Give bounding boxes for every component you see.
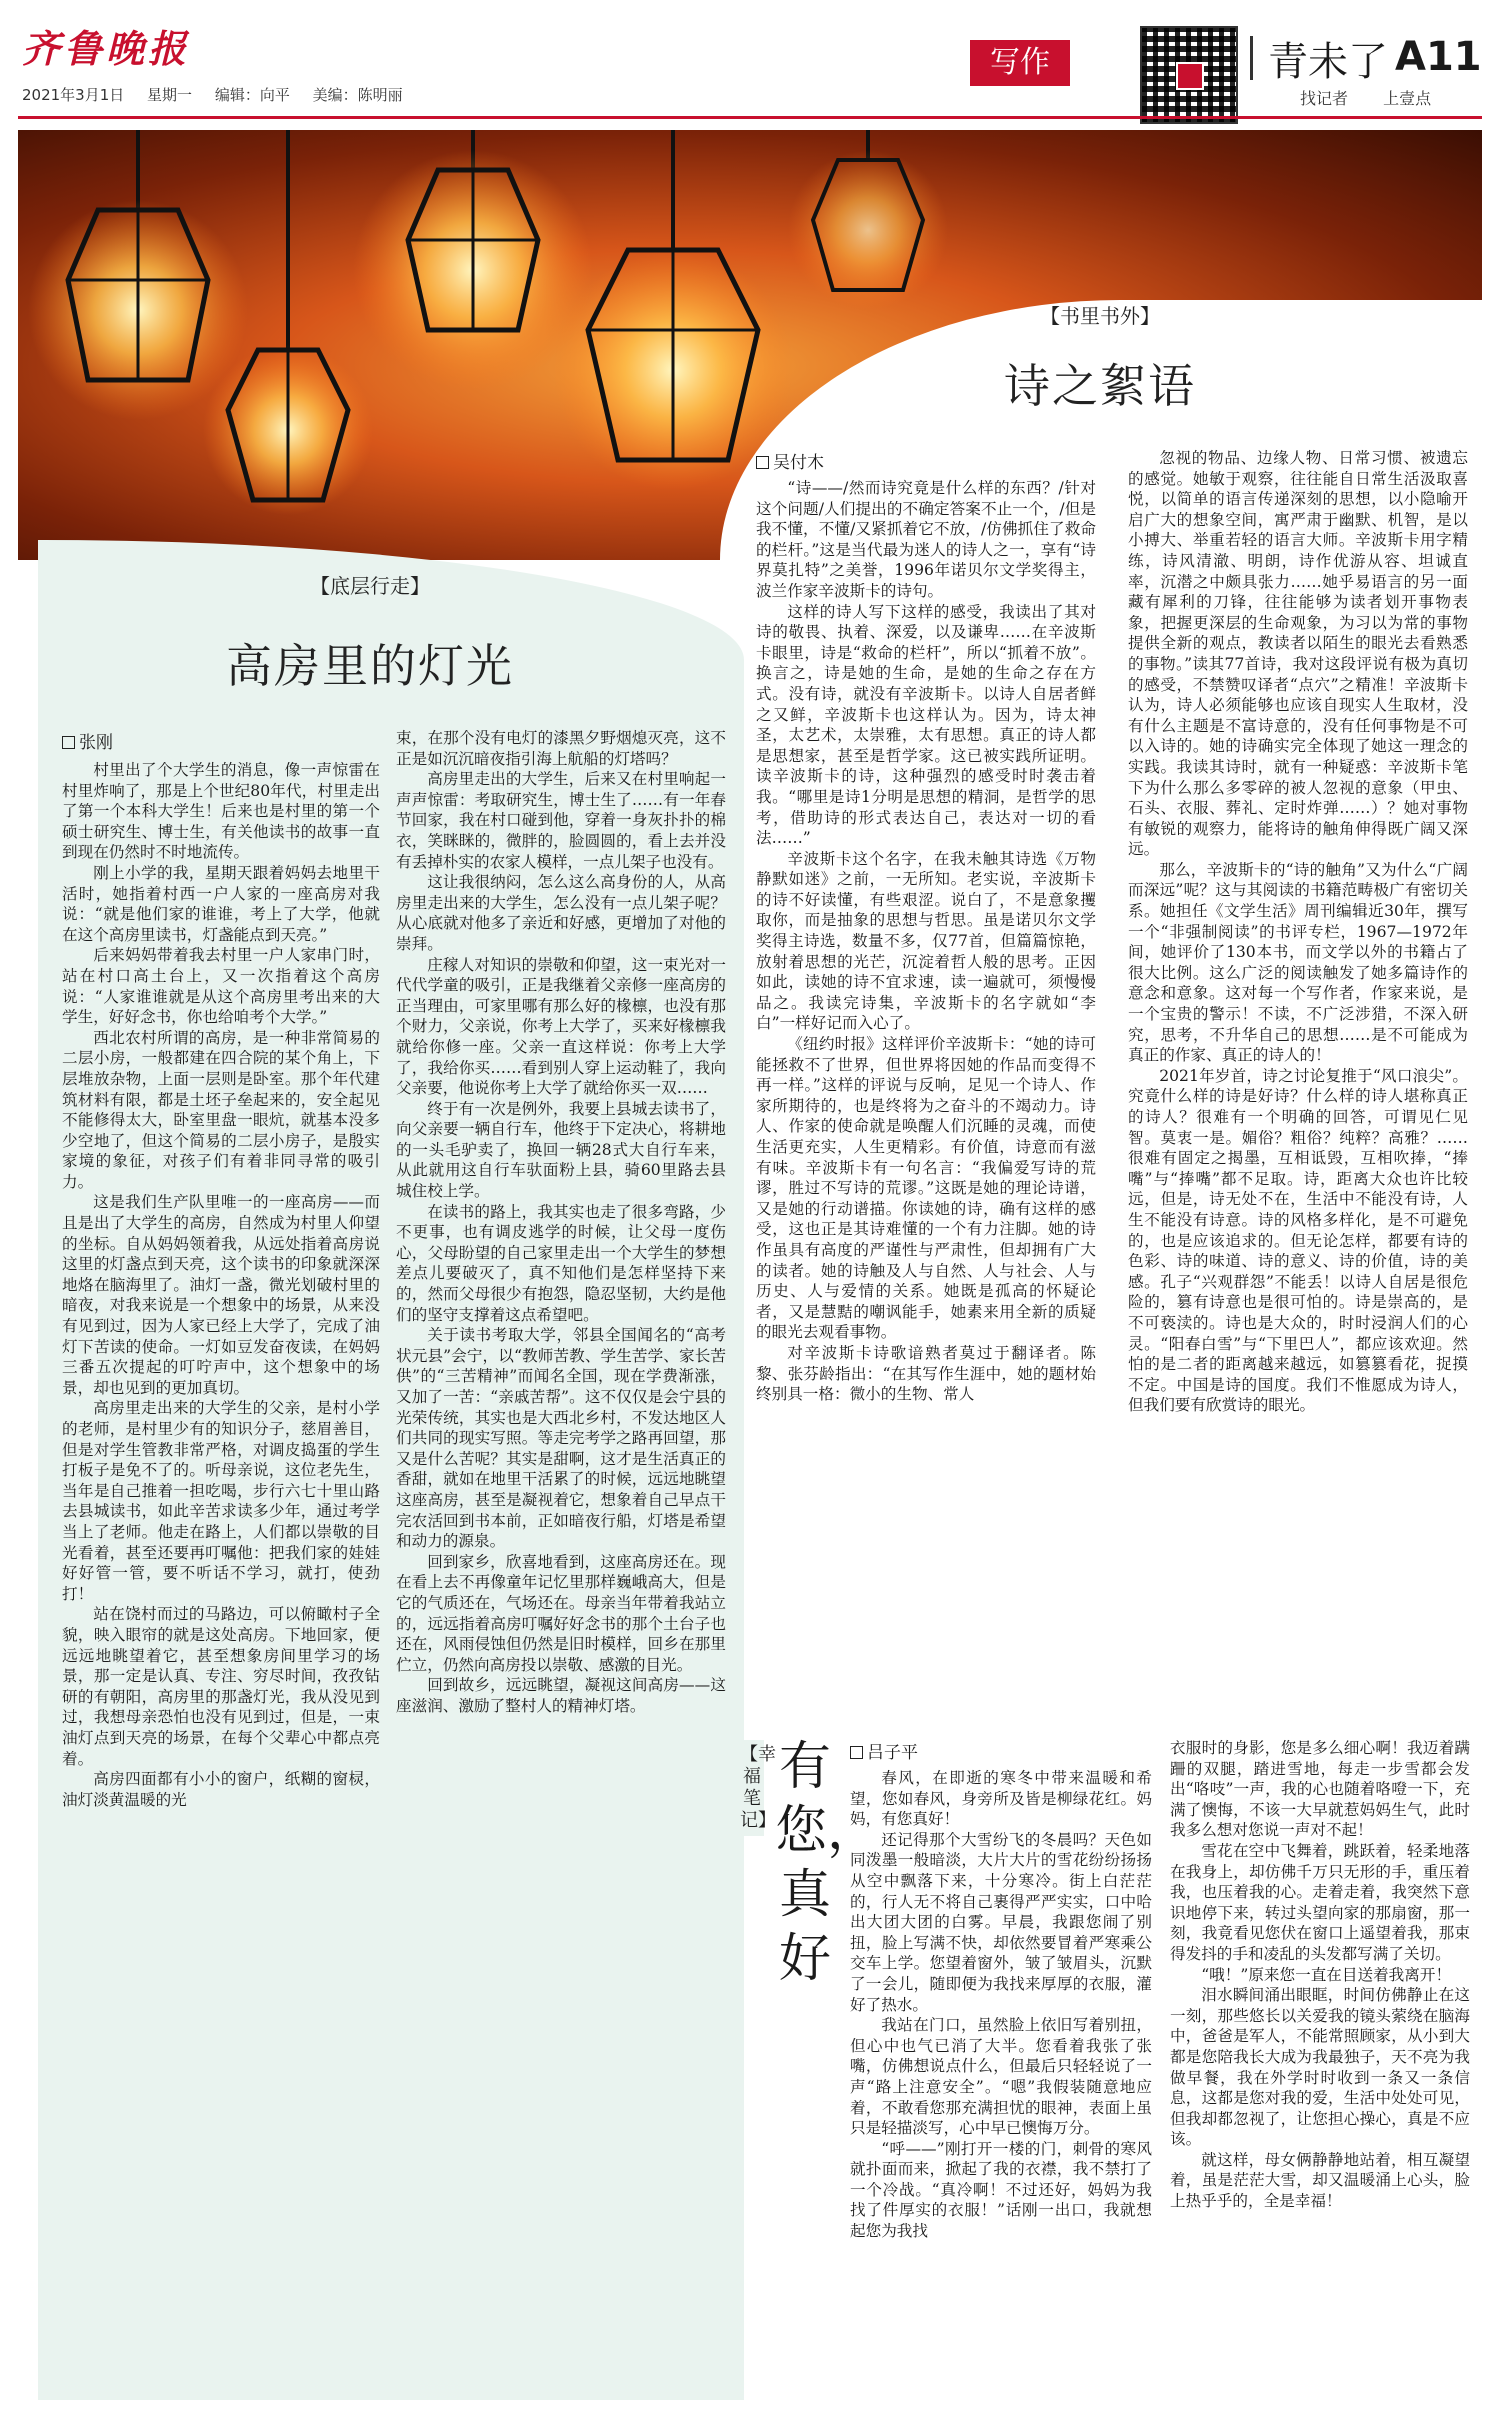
left-article-column-2: 束，在那个没有电灯的漆黑夕野烟熄灭亮，这不正是如沉沉暗夜指引海上航船的灯塔吗？ 高房里走出的大学生，后来又在村里响起一声声惊雷：考取研究生，博士生了……有一年春节回家，我在村口碰到他，穿着一身灰扑扑的棉衣，笑眯眯的，微胖的，脸圆圆的，看上去并没有丢掉朴实的农家人模样，一点儿架子也没有。 这让我很纳闷，怎么这么高身份的人，从高房里走出来的大学生，怎么没有一点儿架子呢？从心底就对他多了亲近和好感，更增加了对他的崇拜。 庄稼人对知识的崇敬和仰望，这一束光对一代代学童的吸引，正是我继着父亲修一座高房的正当理由，可家里哪有那么好的椽檩，也没有那个财力，父亲说，你考上大学了，买来好椽檩我就给你修一座。父亲一直这样说：你考上大学了，我给你买……看到别人穿上运动鞋了，我向父亲要，他说你考上大学了就给你买一双…… 终于有一次是例外，我要上县城去读书了，向父亲要一辆自行车，他终于下定决心，将耕地的一头毛驴卖了，换回一辆28式大自行车来，从此就用这自行车驮面粉上县，骑60里路去县城住校上学。 在读书的路上，我其实也走了很多弯路，少不更事，也有调皮逃学的时候，让父母一度伤心，父母盼望的自己家里走出一个大学生的梦想差点儿要破灭了，真不知他们是怎样坚持下来的，然而父母很少有抱怨，隐忍坚韧，大约是他们的坚守支撑着这点希望吧。 关于读书考取大学，邻县全国闻名的“高考状元县”会宁，以“教师苦教、学生苦学、家长苦供”的“三苦精神”而闻名全国，现在学费渐涨，又加了一苦：“亲戚苦帮”。这不仅仅是会宁县的光荣传统，其实也是大西北乡村，不发达地区人们共同的现实写照。等走完考学之路再回望，那又是什么苦呢？其实是甜啊，这才是生活真正的香甜，就如在地里干活累了的时候，远远地眺望这座高房，甚至是凝视着它，想象着自己早点干完农活回到书本前，正如暗夜行船，灯塔是希望和动力的源泉。 回到家乡，欣喜地看到，这座高房还在。现在看上去不再像童年记忆里那样巍峨高大，但是它的气质还在，气场还在。母亲当年带着我站立的，远远指着高房叮嘱好好念书的那个土台子也还在，风雨侵蚀但仍然是旧时模样，回乡在那里伫立，仍然向高房投以崇敬、感激的目光。 回到故乡，远远眺望，凝视这间高房——这座滋润、激励了整村人的精神灯塔。 — [396, 729, 726, 1715]
bottom-article-byline: 吕子平 — [850, 1738, 918, 1763]
bottom-article-kicker: 【幸福笔记】 — [740, 1740, 764, 1836]
right-article-kicker: 【书里书外】 — [1040, 304, 1160, 328]
section-tag: 写作 — [970, 40, 1070, 86]
right-article-byline: 吴付木 — [756, 448, 824, 473]
bottom-article-title: 有您，真好 — [775, 1737, 880, 1989]
right-article-title: 诗之絮语 — [1004, 359, 1196, 413]
header-tagline: 找记者 上壹点 — [1300, 89, 1432, 108]
editor-credit: 编辑：向平 — [214, 86, 290, 104]
right-article-column-2: 忽视的物品、边缘人物、日常习惯、被遗忘的感觉。她敏于观察，往往能自日常生活汲取喜悦，以简单的语言传递深刻的思想，以小隐喻开启广大的想象空间，寓严肃于幽默、机智，是以小搏大、举重若轻的语言大师。辛波斯卡用字精练，诗风清澈、明朗，诗作优游从容、坦诚直率，沉潜之中颇具张力……她乎易语言的另一面藏有犀利的刀锋，往往能够为读者划开事物表象，把握更深层的生命观象，为习以为常的事物提供全新的观点，教读者以陌生的眼光去看熟悉的事物。”读其77首诗，我对这段评说有极为真切的感受，不禁赞叹译者“点穴”之精准！辛波斯卡认为，诗人必须能够也应该自现实人生取材，没有什么主题是不富诗意的，没有任何事物是不可以入诗的。她的诗确实完全体现了她这一理念的实践。我读其诗时，就有一种疑惑：辛波斯卡笔下为什么那么多零碎的被人忽视的意象（甲虫、石头、衣服、葬礼、定时炸弹……）？她对事物有敏锐的观察力，能将诗的触角伸得既广阔又深远。 那么，辛波斯卡的“诗的触角”又为什么“广阔而深远”呢？这与其阅读的书籍范畴极广有密切关系。她担任《文学生活》周刊编辑近30年，撰写一个“非强制阅读”的书评专栏，1967—1972年间，她评价了130本书，而文学以外的书籍占了很大比例。这么广泛的阅读触发了她多篇诗作的意念和意象。这对每一个写作者，作家来说，是一个宝贵的警示！不读，不广泛涉猎，不深入研究，思考，不升华自己的思想……是不可能成为真正的作家、真正的诗人的！ 2021年岁首，诗之讨论复推于“风口浪尖”。究竟什么样的诗是好诗？什么样的诗人堪称真正的诗人？很难有一个明确的回答，可谓见仁见智。莫衷一是。媚俗？粗俗？纯粹？高雅？……很难有固定之揭墨，互相诋毁，互相吹捧，“捧嘴”与“捧嘴”都不足取。诗，距离大众也许比较远，但是，诗无处不在，生活中不能没有诗，人生不能没有诗意。诗的风格多样化，是不可避免的，也是应该追求的。但无论怎样，都要有诗的色彩、诗的味道、诗的意义、诗的价值，诗的美感。孔子“兴观群怨”不能丢！以诗人自居是很危险的，篡有诗意也是很可怕的。诗是崇高的，是不可亵渎的。诗也是大众的，时时浸润人们的心灵。“阳春白雪”与“下里巴人”，都应该欢迎。然怕的是二者的距离越来越远，如篡篡看花，捉摸不定。中国是诗的国度。我们不惟愿成为诗人，但我们要有欣赏诗的眼光。 — [1128, 449, 1468, 1415]
dateline — [22, 84, 421, 105]
bottom-article-column-2: 衣服时的身影，您是多么细心啊！我迈着蹒跚的双腿，踏进雪地，每走一步雪都会发出“咯吱”一声，我的心也随着咯噔一下，充满了懊悔，不该一大早就惹妈妈生气，此时我多么想对您说一声对不起！ 雪花在空中飞舞着，跳跃着，轻柔地落在我身上，却仿佛千万只无形的手，重压着我，也压着我的心。走着走着，我突然下意识地停下来，转过头望向家的那扇窗，那一刻，我竟看见您伏在窗口上遥望着我，那束得发抖的手和凌乱的头发都写满了关切。 “哦！”原来您一直在目送着我离开！ 泪水瞬间涌出眼眶，时间仿佛静止在这一刻，那些悠长以关爱我的镜头萦绕在脑海中，爸爸是军人，不能常照顾家，从小到大都是您陪我长大成为我最独子，天不亮为我做早餐，我在外学时时收到一条又一条信息，这都是您对我的爱，生活中处处可见，但我却都忽视了，让您担心操心，真是不应该。 就这样，母女俩静静地站着，相互凝望着，虽是茫茫大雪，却又温暖涌上心头，脸上热乎乎的，全是幸福！ — [1170, 1739, 1470, 2211]
page-number: A11 — [1395, 34, 1482, 80]
bottom-article-column-1: 春风，在即逝的寒冬中带来温暖和希望，您如春风，身旁所及皆是柳绿花红。妈妈，有您真好！ 还记得那个大雪纷飞的冬晨吗？天色如同泼墨一般暗淡，大片大片的雪花纷纷扬扬从空中飘落下来，十分寒冷。街上白茫茫的，行人无不将自己裹得严严实实，口中哈出大团大团的白雾。早晨，我跟您闹了别扭，脸上写满不快，却依然要冒着严寒乘公交车上学。您望着窗外，皱了皱眉头，沉默了一会儿，随即便为我找来厚厚的衣服，灌好了热水。 我站在门口，虽然脸上依旧写着别扭，但心中也气已消了大半。您看着我张了张嘴，仿佛想说点什么，但最后只轻轻说了一声“路上注意安全”。“嗯”我假装随意地应着，不敢看您那充满担忧的眼神，表面上虽只是轻描淡写，心中早已懊悔万分。 “呼——”刚打开一楼的门，刺骨的寒风就扑面而来，掀起了我的衣襟，我不禁打了一个冷战。“真冷啊！不过还好，妈妈为我找了件厚实的衣服！”话刚一出口，我就想起您为我找 — [850, 1769, 1152, 2241]
column-name: 青未了 — [1268, 39, 1388, 85]
issue-date: 2021年3月1日 — [22, 86, 125, 104]
left-article-column-1: 村里出了个大学生的消息，像一声惊雷在村里炸响了，那是上个世纪80年代，村里走出了第一个本科大学生！后来也是村里的第一个硕士研究生、博士生，有关他读书的故事一直到现在仍然时不时地流传。 刚上小学的我，星期天跟着妈妈去地里干活时，她指着村西一户人家的一座高房对我说：“就是他们家的谁谁，考上了大学，他就在这个高房里读书，灯盏能点到天亮。” 后来妈妈带着我去村里一户人家串门时，站在村口高土台上，又一次指着这个高房说：“人家谁谁就是从这个高房里考出来的大学生，好好念书，你也给咱考个大学。” 西北农村所谓的高房，是一种非常简易的二层小房，一般都建在四合院的某个角上，下层堆放杂物，上面一层则是卧室。那个年代建筑材料有限，都是土坯子垒起来的，安全起见不能修得太大，卧室里盘一眼炕，就基本没多少空地了，但这个简易的二层小房子，是殷实家境的象征，对孩子们有着非同寻常的吸引力。 这是我们生产队里唯一的一座高房——而且是出了大学生的高房，自然成为村里人仰望的坐标。自从妈妈领着我，从远处指着高房说这里的灯盏点到天亮，这个读书的印象就深深地烙在脑海里了。油灯一盏，微光划破村里的暗夜，对我来说是一个想象中的场景，从来没有见到过，因为人家已经上大学了，完成了油灯下苦读的使命。一灯如豆发奋夜读，在妈妈三番五次提起的叮咛声中，这个想象中的场景，却也见到的更加真切。 高房里走出来的大学生的父亲，是村小学的老师，是村里少有的知识分子，慈眉善目，但是对学生管教非常严格，对调皮捣蛋的学生打板子是免不了的。听母亲说，这位老先生，当年是自己推着一担吃喝，步行六七十里山路去县城读书，如此辛苦求读多少年，通过考学当上了老师。他走在路上，人们都以崇敬的目光看着，甚至还要再叮嘱他：把我们家的娃娃好好管一管，要不听话不学习，就打，使劲打！ 站在饶村而过的马路边，可以俯瞰村子全貌，映入眼帘的就是这处高房。下地回家，便远远地眺望着它，甚至想象房间里学习的场景，那一定是认真、专注、穷尽时间，孜孜钻研的有朝阳，高房里的那盏灯光，我从没见到过，我想母亲恐怕也没有见到过，但是，一束油灯点到天亮的场景，在每个父辈心中都点亮着。 高房四面都有小小的窗户，纸糊的窗棂，油灯淡黄温暖的光 — [62, 761, 380, 1809]
issue-weekday: 星期一 — [147, 86, 193, 104]
qr-code-icon — [1140, 26, 1238, 124]
right-article-column-1: “诗——/然而诗究竟是什么样的东西？/针对这个问题/人们提出的不确定答案不止一个，/但是我不懂，不懂/又紧抓着它不放，/仿佛抓住了救命的栏杆。”这是当代最为迷人的诗人之一，享有“诗界莫扎特”之美誉，1996年诺贝尔文学奖得主，波兰作家辛波斯卡的诗句。 这样的诗人写下这样的感受，我读出了其对诗的敬畏、执着、深爱，以及谦卑……在辛波斯卡眼里，诗是“救命的栏杆”，所以“抓着不放”。换言之，诗是她的生命，是她的生命之存在方式。没有诗，就没有辛波斯卡。以诗人自居者鲜之又鲜，辛波斯卡也这样认为。因为，诗太神圣，太艺术，太崇雅，太有思想。真正的诗人都是思想家，甚至是哲学家。这已被实践所证明。读辛波斯卡的诗，这种强烈的感受时时袭击着我。“哪里是诗1分明是思想的精洞，是哲学的思考，借助诗的形式表达自己，表达对一切的看法……” 辛波斯卡这个名字，在我未触其诗选《万物静默如迷》之前，一无所知。老实说，辛波斯卡的诗不好读懂，有些艰涩。说白了，不是意象攫取你，而是抽象的思想与哲思。虽是诺贝尔文学奖得主诗选，数量不多，仅77首，但篇篇惊艳，放射着思想的光芒，沉淀着哲人般的思考。正因如此，读她的诗不宜求速，读一遍就可，须慢慢品之。我读完诗集，辛波斯卡的名字就如“李白”一样好记而入心了。 《纽约时报》这样评价辛波斯卡：“她的诗可能拯救不了世界，但世界将因她的作品而变得不再一样。”这样的评说与反响，足见一个诗人、作家所期待的，也是终将为之奋斗的不竭动力。诗人、作家的使命就是唤醒人们沉睡的灵魂，而使生活更充实，人生更精彩。有价值，诗意而有滋有味。辛波斯卡有一句名言：“我偏爱写诗的荒谬，胜过不写诗的荒谬。”这既是她的理论诗谱，又是她的行动谱描。你读她的诗，确有这样的感受，这也正是其诗难懂的一个有力注脚。她的诗作虽具有高度的严谨性与严肃性，但却拥有广大的读者。她的诗触及人与自然、人与社会、人与历史、人与爱情的关系。她既是孤高的怀疑论者，又是慧黠的嘲讽能手，她素来用全新的质疑的眼光去观看事物。 对辛波斯卡诗歌谙熟者莫过于翻译者。陈黎、张芬龄指出：“在其写作生涯中，她的题材始终别具一格：微小的生物、常人 — [756, 479, 1096, 1404]
left-article-kicker: 【底层行走】 — [310, 574, 430, 598]
header-divider — [1250, 36, 1253, 80]
designer-credit: 美编：陈明丽 — [312, 86, 403, 104]
left-article-title: 高房里的灯光 — [226, 639, 514, 693]
left-article-byline: 张刚 — [62, 728, 113, 753]
newspaper-logo: 齐鲁晚报 — [22, 26, 191, 71]
masthead-rule — [18, 116, 1482, 119]
